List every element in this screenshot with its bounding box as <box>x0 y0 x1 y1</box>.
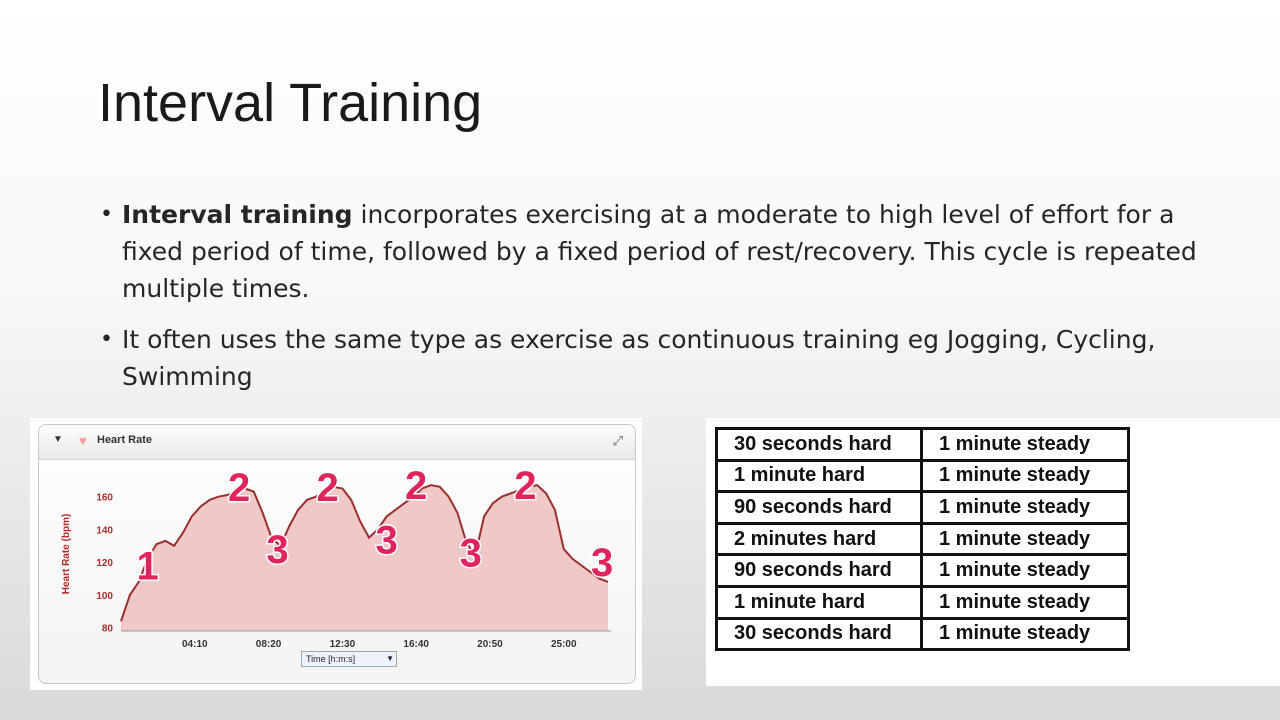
y-tick-label: 160 <box>96 492 113 504</box>
chart-frame <box>38 424 636 684</box>
bullet-text: It often uses the same type as exercise as continuous training eg Jogging, Cycling, Swimming <box>122 325 1156 391</box>
hard-interval-cell: 30 seconds hard <box>717 429 922 461</box>
time-unit-select[interactable] <box>301 651 397 667</box>
x-tick-label: 12:30 <box>329 639 356 650</box>
steady-interval-cell: 1 minute steady <box>922 618 1129 650</box>
table-row <box>717 429 1129 461</box>
chart-header-title: Heart Rate <box>97 434 153 446</box>
phase-marker: 3 <box>459 531 482 576</box>
table-row <box>717 618 1129 650</box>
steady-interval-cell: 1 minute steady <box>922 429 1129 461</box>
heart-rate-chart <box>39 425 635 683</box>
phase-marker: 3 <box>591 541 614 586</box>
slide-title: Interval Training <box>98 73 483 133</box>
steady-interval-cell: 1 minute steady <box>922 523 1129 555</box>
bullet-bold-term: Interval training <box>122 200 353 229</box>
phase-marker: 3 <box>375 518 398 563</box>
bullet-dot: • <box>100 202 113 227</box>
interval-table <box>715 427 1130 651</box>
table-row <box>717 555 1129 587</box>
hard-interval-cell: 30 seconds hard <box>717 618 922 650</box>
phase-marker: 1 <box>136 544 159 589</box>
collapse-triangle-icon[interactable]: ▼ <box>53 434 63 445</box>
x-tick-label: 08:20 <box>255 639 282 650</box>
x-tick-label: 16:40 <box>403 639 429 650</box>
hard-interval-cell: 90 seconds hard <box>717 492 922 524</box>
phase-marker: 2 <box>405 464 428 509</box>
y-tick-label: 80 <box>101 623 113 635</box>
bullet-text: incorporates exercising at a moderate to high level of effort for a fixed period of time, followed by a fixed period of rest/recovery. This cycle is repeated multiple times. <box>122 200 1197 303</box>
chevron-down-icon: ▼ <box>386 654 394 663</box>
expand-icon[interactable]: ⤢ <box>612 433 623 448</box>
y-tick-label: 140 <box>96 525 113 537</box>
x-tick-label: 20:50 <box>477 639 503 650</box>
phase-marker: 2 <box>514 464 537 509</box>
phase-marker: 2 <box>316 465 339 510</box>
phase-marker: 3 <box>266 528 289 573</box>
bullet-dot: • <box>100 327 113 352</box>
hard-interval-cell: 1 minute hard <box>717 460 922 492</box>
heart-icon: ♥ <box>79 433 87 448</box>
hard-interval-cell: 90 seconds hard <box>717 555 922 587</box>
table-row <box>717 492 1129 524</box>
bullet-item <box>100 321 1210 395</box>
y-tick-label: 100 <box>96 590 113 602</box>
y-tick-label: 120 <box>96 558 113 570</box>
bullet-item <box>100 196 1210 307</box>
interval-table-panel <box>706 418 1280 686</box>
steady-interval-cell: 1 minute steady <box>922 586 1129 618</box>
y-axis-label: Heart Rate (bpm) <box>61 513 72 595</box>
steady-interval-cell: 1 minute steady <box>922 555 1129 587</box>
time-unit-label: Time [h:m:s] <box>306 654 356 664</box>
phase-marker: 2 <box>227 465 251 510</box>
table-row <box>717 460 1129 492</box>
x-tick-label: 25:00 <box>550 639 577 650</box>
bullet-list <box>100 196 1210 409</box>
table-row <box>717 586 1129 618</box>
x-tick-label: 04:10 <box>182 639 208 650</box>
hard-interval-cell: 2 minutes hard <box>717 523 922 555</box>
heart-rate-chart-panel <box>30 418 642 690</box>
table-row <box>717 523 1129 555</box>
hard-interval-cell: 1 minute hard <box>717 586 922 618</box>
steady-interval-cell: 1 minute steady <box>922 492 1129 524</box>
steady-interval-cell: 1 minute steady <box>922 460 1129 492</box>
